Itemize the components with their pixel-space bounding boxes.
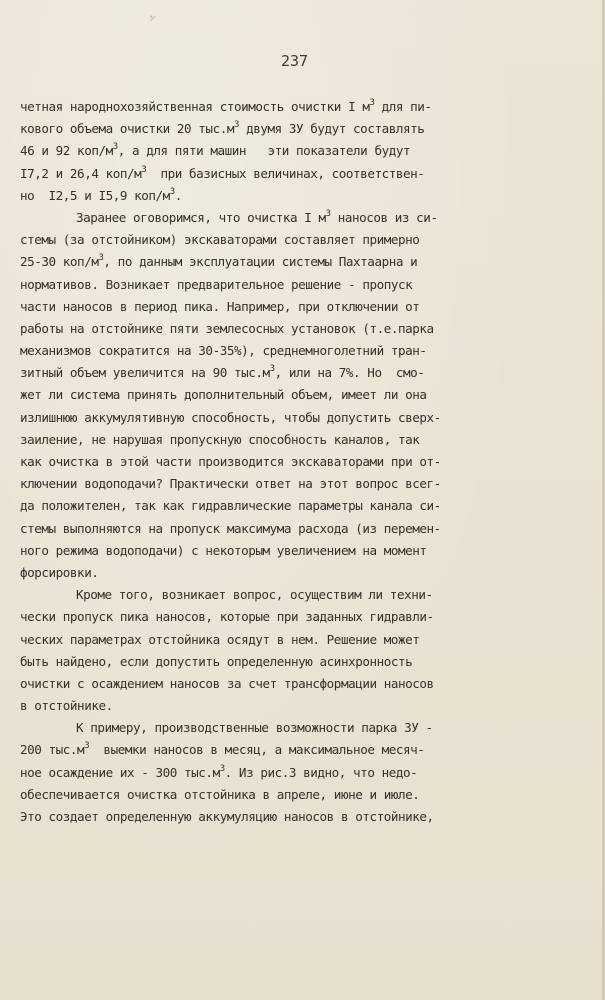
- text-line: [20, 251, 590, 273]
- ink-mark: [152, 14, 174, 44]
- text-run: Заранее оговоримся, что очистка I м: [76, 209, 326, 225]
- text-run: в отстойнике.: [20, 698, 113, 714]
- text-run: зитный объем увеличится на 90 тыс.м: [20, 365, 270, 381]
- text-line: [20, 118, 590, 140]
- text-run: жет ли система принять дополнительный объем, имеет ли она: [20, 387, 427, 403]
- superscript: 3: [98, 253, 104, 264]
- text-run: при базисных величинах, соответствен-: [146, 165, 425, 181]
- text-run: работы на отстойнике пяти землесосных установок (т.е.парка: [20, 320, 434, 336]
- text-run: ключении водоподачи? Практически ответ на этот вопрос всег-: [20, 476, 441, 492]
- text-line: [20, 96, 590, 118]
- page-number: 237: [280, 52, 309, 70]
- text-line: [20, 629, 590, 651]
- superscript: 3: [169, 186, 175, 197]
- superscript: 3: [84, 741, 90, 752]
- text-run: заиление, не нарушая пропускную способность каналов, так: [20, 431, 420, 447]
- text-line: [20, 384, 590, 406]
- text-run: как очистка в этой части производится экскаваторами при от-: [20, 454, 441, 469]
- text-run: четная народнохозяйственная стоимость очистки I м: [20, 99, 370, 114]
- text-line: [20, 518, 590, 540]
- text-line: [20, 695, 590, 717]
- text-line: [20, 318, 590, 340]
- text-line: [20, 540, 590, 562]
- text-line: [20, 429, 590, 451]
- text-run: обеспечивается очистка отстойника в апреле, июне и июле.: [20, 786, 420, 802]
- superscript: 3: [141, 164, 147, 175]
- text-line: [20, 562, 590, 584]
- text-run: Кроме того, возникает вопрос, осуществим ли техни-: [76, 587, 433, 603]
- text-line: [20, 296, 590, 318]
- text-run: , по данным эксплуатации системы Пахтаарна и: [103, 254, 418, 270]
- superscript: 3: [112, 142, 118, 153]
- text-line: [20, 274, 590, 296]
- text-line: [20, 762, 590, 784]
- text-line: [20, 362, 590, 384]
- superscript: 3: [233, 120, 239, 131]
- text-line: [20, 584, 590, 606]
- text-line: [20, 163, 590, 185]
- text-run: механизмов сократится на 30-35%), среднемноголетний тран-: [20, 343, 427, 359]
- text-line: [20, 185, 590, 207]
- text-run: очистки с осаждением наносов за счет трансформации наносов: [20, 675, 434, 691]
- text-run: стемы (за отстойником) экскаваторами составляет примерно: [20, 232, 420, 248]
- text-run: форсировки.: [20, 564, 99, 580]
- text-run: .: [174, 187, 182, 203]
- text-line: [20, 140, 590, 162]
- superscript: 3: [219, 763, 225, 774]
- text-run: выемки наносов в месяц, а максимальное месяч-: [89, 742, 425, 758]
- superscript: 3: [325, 208, 331, 219]
- text-run: наносов из си-: [330, 209, 438, 225]
- text-run: излишнюю аккумулятивную способность, чтобы допустить сверх-: [20, 409, 441, 425]
- text-line: [20, 495, 590, 517]
- text-run: для пи-: [374, 99, 432, 114]
- text-line: [20, 207, 590, 229]
- text-line: [20, 407, 590, 429]
- text-line: [20, 606, 590, 628]
- text-run: , а для пяти машин эти показатели будут: [117, 143, 411, 159]
- text-run: Это создает определенную аккумуляцию наносов в отстойнике,: [20, 809, 434, 824]
- text-run: 200 тыс.м: [20, 742, 85, 758]
- text-line: [20, 739, 590, 761]
- text-run: двумя ЗУ будут составлять: [238, 121, 425, 137]
- text-run: 25-30 коп/м: [20, 254, 99, 270]
- text-line: [20, 806, 590, 828]
- text-run: I7,2 и 26,4 коп/м: [20, 165, 142, 181]
- text-run: ного режима водоподачи) с некоторым увеличением на момент: [20, 542, 427, 558]
- text-run: ческих параметрах отстойника осядут в нем. Решение может: [20, 631, 420, 647]
- superscript: 3: [269, 364, 275, 375]
- text-run: . Из рис.3 видно, что недо-: [224, 764, 418, 780]
- text-run: нормативов. Возникает предварительное решение - пропуск: [20, 276, 413, 292]
- text-run: но I2,5 и I5,9 коп/м: [20, 187, 170, 203]
- text-line: [20, 717, 590, 739]
- text-line: [20, 784, 590, 806]
- text-run: К примеру, производственные возможности парка ЗУ -: [76, 720, 433, 736]
- text-line: [20, 651, 590, 673]
- text-run: части наносов в период пика. Например, при отключении от: [20, 298, 420, 314]
- text-run: 46 и 92 коп/м: [20, 143, 113, 159]
- body-text: [20, 96, 590, 828]
- text-run: быть найдено, если допустить определенную асинхронность: [20, 653, 413, 669]
- text-line: [20, 340, 590, 362]
- text-line: [20, 473, 590, 495]
- text-line: [20, 673, 590, 695]
- text-run: да положителен, так как гидравлические параметры канала си-: [20, 498, 441, 514]
- text-run: чески пропуск пика наносов, которые при заданных гидравли-: [20, 609, 434, 625]
- text-line: [20, 229, 590, 251]
- text-run: кового объема очистки 20 тыс.м: [20, 121, 234, 137]
- text-run: стемы выполняются на пропуск максимума расхода (из перемен-: [20, 520, 441, 536]
- superscript: 3: [369, 98, 375, 108]
- text-run: , или на 7%. Но смо-: [274, 365, 425, 381]
- text-run: ное осаждение их - 300 тыс.м: [20, 764, 220, 780]
- text-line: [20, 451, 590, 473]
